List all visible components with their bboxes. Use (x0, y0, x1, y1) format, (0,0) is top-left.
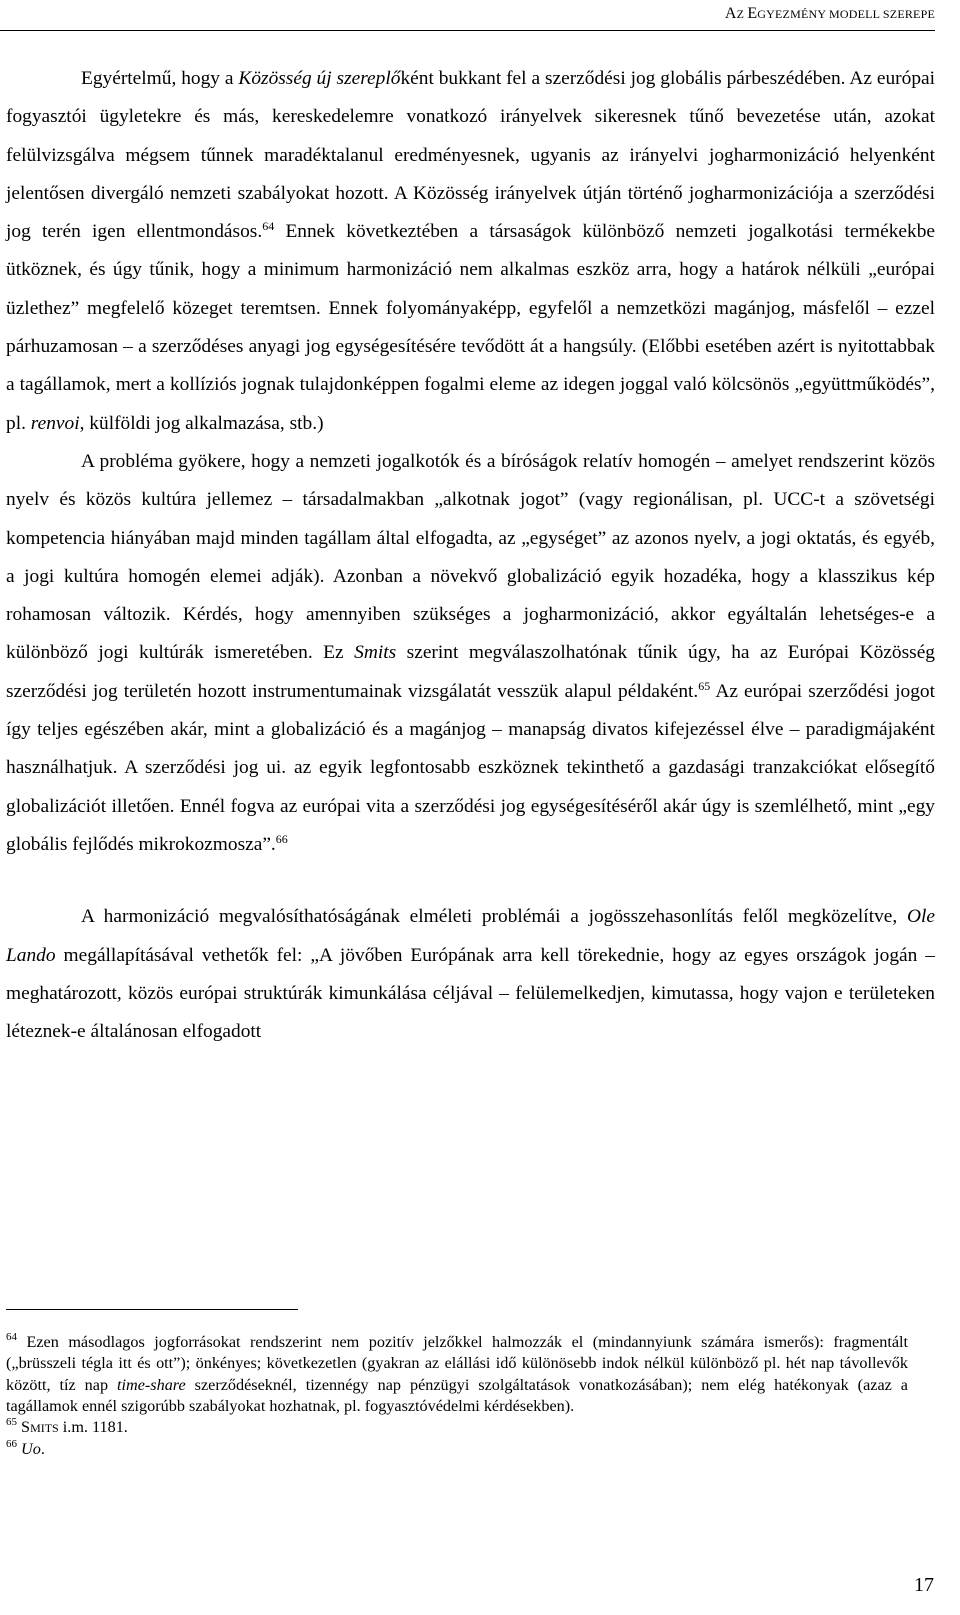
page-number: 17 (914, 1574, 934, 1596)
footnote-ref-65: 65 (698, 678, 711, 693)
footnote-ref-64: 64 (262, 219, 275, 234)
footnote-65: $^{65}$ SMITS i.m. 1181. (6, 1416, 128, 1437)
body-text (6, 60, 935, 1051)
footnotes (6, 1332, 908, 1461)
footnote-ref-66: 66 (275, 831, 288, 846)
running-header (0, 0, 935, 31)
paragraph-3: A harmonizáció megvalósíthatóságának elméleti problémái a jogösszehasonlítás felől megközelítve, Ole Lando megállapításával vethetők fel: „A jövőben Európának arra kell törekednie, hogy az egyes országok jogán – meghatározott, közös európai struktúrák kimunkálása céljával – felülemelkedjen, kimutassa, hogy vajon e területeken léteznek-e általánosan elfogadott (6, 906, 935, 1043)
paragraph-2: A probléma gyökere, hogy a nemzeti jogalkotók és a bíróságok relatív homogén – amelyet rendszerint közös nyelv és közös kultúra jellemez – társadalmakban „alkotnak jogot” (vagy regionálisan, pl. UCC-t a szövetségi kompetencia hiányában majd minden tagállam által elfogadta, az „egységet” az azonos nyelv, a jogi oktatás, és egyéb, a jogi kultúra homogén elemei adják). Azonban a növekvő globalizáció egyik hozadéka, hogy a klasszikus kép rohamosan változik. Kérdés, hogy amennyiben szükséges a jogharmonizáció, akkor egyáltalán lehetséges-e a különböző jogi kultúrák ismeretében. Ez Smits szerint megválaszolhatónak tűnik úgy, ha az Európai Közösség szerződési jog területén hozott instrumentumainak vizsgálatát vesszük alapul példaként.$^{65}$ Az európai szerződési jogot így teljes egészében akár, mint a globalizáció és a magánjog – manapság divatos kifejezéssel élve – paradigmájaként használhatjuk. A szerződési jog ui. az egyik legfontosabb eszköznek tekinthető a gazdasági tranzakciókat elősegítő globalizációt illetően. Ennél fogva az európai vita a szerződési jog egységesítéséről akár úgy is szemlélhető, mint „egy globális fejlődés mikrokozmosza”.$^{66}$ (6, 450, 935, 855)
header-title: AZ EGYEZMÉNY MODELL SZEREPE (724, 5, 935, 22)
footnote-separator (6, 1309, 298, 1310)
footnote-66: $^{66}$ Uo. (6, 1438, 45, 1459)
footnote-64: $^{64}$ Ezen másodlagos jogforrásokat rendszerint nem pozitív jelzőkkel halmozzák el (mindannyiunk számára ismerős): fragmentált („brüsszeli tégla itt és ott”); önkényes; következetlen (gyakran az elállási idő különösebb indok nélkül különböző pl. hét nap távollevők között, tíz nap time-share szerződéseknél, tizennégy nap pénzügyi szolgáltatások vonatkozásában); nem elég hatékonyak (azaz a tagállamok ennél szigorúbb szabályokat hozhatnak, pl. fogyasztóvédelmi kérdésekben). (6, 1331, 908, 1415)
paragraph-1: Egyértelmű, hogy a Közösség új szereplőként bukkant fel a szerződési jog globális párbeszédében. Az európai fogyasztói ügyletekre és más, kereskedelemre vonatkozó irányelvek sikeresnek tűnő bevezetése után, azokat felülvizsgálva mégsem tűnnek maradéktalanul eredményesnek, ugyanis az irányelvi jogharmonizáció helyenként jelentősen divergáló nemzeti szabályokat hozott. A Közösség irányelvek útján történő jogharmonizációja a szerződési jog terén igen ellentmondásos.$^{64}$ Ennek következtében a társaságok különböző nemzeti jogalkotási termékekbe ütköznek, és úgy tűnik, hogy a minimum harmonizáció nem alkalmas eszköz arra, hogy a határok nélküli „európai üzlethez” megfelelő közeget teremtsen. Ennek folyományaképp, egyfelől a nemzetközi magánjog, másfelől – ezzel párhuzamosan – a szerződéses anyagi jog egységesítésére tevődött át a hangsúly. (Előbbi esetében azért is nyitottabbak a tagállamok, mert a kollíziós jognak tulajdonképpen fogalmi eleme az idegen joggal való kölcsönös „együttműködés”, pl. renvoi, külföldi jog alkalmazása, stb.) (6, 68, 936, 434)
